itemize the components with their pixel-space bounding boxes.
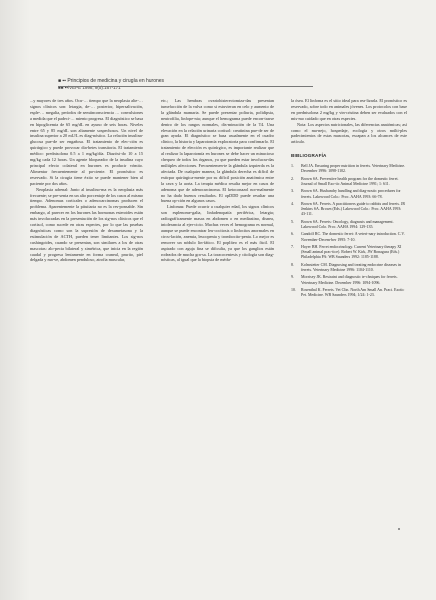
reference-item: 8. Kolmstetter CM. Diagnosing and treating endocrine diseases in ferrets. Veterinary Medicine 1996: 1104-1110. [291, 261, 401, 272]
paragraph-adrenal-neoplasia: Neoplasia adrenal: Junto al insulino-ma es la neoplasia más frecuente; se pre-senta en un alto porcentaje de los casos al mismo tiempo. Adenomas corticales o adenocarcinomas producen el problema. Aparentemente la pituitaria no es la res-ponsable. Sin embargo, al parecer en los hurones las hormonas esteroides están más involucradas en la presentación de los sig-nos clínicos que el cortisol, como sucede en otras especies, por lo que las pruebas diagnósticas como son la supresión de dexametasona y la estimulación de ACTH, pueden tener limitantes. Los sig-nos cushingoides, cuando se presentan, son similares a los de otras mascotas: alo-pecia bilateral y simétrica, que inicia en la región caudal y progresa lentamente en forma craneal, prurito, piel delgada y ma-ve, abdomen penduloso, atrofia muscular, [30, 186, 143, 263]
scan-speck [398, 528, 400, 530]
running-header [58, 78, 398, 91]
reference-item: 7. Hoyer BH. Ferret endocrinology. Current Veterinary therapy XI (Small animal prac-tice). Robert W. Kirk, JW Bonagura (Eds.) Philadelphia PA: WB Saunders 1992: 1185-1188. [291, 243, 402, 260]
reference-item: 5. Brown SA. Ferrets: Oncology, diagnosis and management. Lakewood Colo. Proc. AAHA 1994: 129-135. [291, 218, 394, 229]
text-column-3 [291, 98, 407, 300]
paragraph-note: Nota: Los aspectos nutricionales, las diferencias anatómicas; así como el ma-nejo, hospedaje, ecología y otros múlti-ples padecimientos de estas mascotas, escapan a los alcances de este artículo. [291, 121, 407, 145]
header-title: ■ ▪▪ Principios de medicina y cirugía en hurones [58, 78, 165, 84]
header-rule [58, 86, 313, 87]
reference-item: 10. Rosenthal K. Ferrets. Vet Clin. North Am Small An. Pract. Exotic Pet. Medicine. WB Saunders 1994; 1/24: 1-23. [291, 286, 405, 298]
reference-item: 4. Brown SA. Ferrets. A practitioners guide to rabbits and ferrets. JR Jenkins SA. Brown (Eds.) Lakewood Colo.: Proc. AAHA 1993: 43-111. [291, 200, 405, 217]
reference-item: 3. Brown SA. Husbandry handling and diag-nostic procedures for ferrets. Lakewood Colo.: Proc. AAHA 1993: 66-78. [291, 188, 401, 199]
reference-item: 1. Bell JA. Ensuring proper nutrition in ferrets. Veterinary Medicine. December 1996: 1098-1102. [291, 163, 406, 174]
scan-shadow [0, 0, 30, 600]
reference-item: 2. Brown SA. Preventive health program for the domestic ferret. Journal of Small Exo-tic Animal Medicine 1991; 1: 611. [291, 175, 399, 186]
paragraph-adrenal-continued: etc.; Las hembras ovariohisterectomiza-das presentan tumefacción de la vulva como si estuvieran en celo y aumento de la glándula mamaria. Se puede presentar poliuria, polidipsia, neutrofilia, linfope-nia; aunque el hemograma puede encon-trarse dentro de los rangos normales, dis-minución de la T4. Una elevación en la relación urinaria cortisol: creatinina pue-de ser de gran ayuda. El diagnóstico se basa usualmente en el cuadro clínico, la historia y laparotomía exploratoria para confirmarlo. El tratamiento de elección es quirúrgico, es importante realizar que al realizar la laparotomía en hurones se debe hacer un minucioso chequeo de todos los órganos, ya que pueden estar involucra-das múltiples afecciones. Frecuentemen-te la glándula izquierda es la afectada. De cualquier manera, la glándula derecha es difícil de extirpar quirúrgica-mente por su difícil posición anatómica entre la cava y la aorta. La terapia médica resulta mejor en casos de adenoma que de adenocarcinoma. El ketoconazol nor-malmente no ha dado buenos resultados. El opDDD puede resultar una buena op-ción en algunos casos. [161, 98, 274, 204]
reference-item: 6. Gandolf RC. The domestic ferret: A veteri-nary introduction. C.V. November-Decem-ber 1995: 7-10. [291, 231, 405, 242]
paragraph-lymphoma-end: la ósea. El linfoma es el sitio ideal para rea-lizarla. El pronóstico es reservado, sobre todo en animales jóvenes. Los protocolos con base en prednisolona 2 mg/kg y vin-cristina deben ser evaluados con el mis-mo cuidado que en otras especies. [291, 98, 407, 121]
paragraph-lymphoma: Linfomas: Puede ocurrir a cualquier edad, los signos clínicos son esplenome-galia, linfadenopatía periférica, letargia; radiográficamente masas en abdomen o en mediastino, disnea, intolerancia al ejer-cicio. Muchas veces el hemograma es normal, aunque se puede encontrar leu-cocitosis o linfocitos anormales en circu-lación, anemia, leucopenia y trombocito-penia. Lo mejor es remover un nódulo lin-fático. El poplíteo es el más fácil. El aspirado con aguja fina se dificulta, ya que los ganglios están rodeados de mucha gra-sa. La toracocentesis y citología son diag-nósticas, al igual que la biopsia de médu- [161, 204, 274, 263]
reference-item: 9. Morrisey JK. Restraint and diagnostic te-chniques for ferrets. Veterinary Medicine. December 1996: 1094-1096. [291, 274, 398, 285]
text-column-1 [30, 98, 143, 263]
header-citation: ■■ ▪▪/VEPE 1998; 9(5):167-171 [58, 85, 121, 90]
bibliography-heading: BIBLIOGRAFÍA [291, 153, 327, 159]
paragraph-insulinoma: ...y mayores de tres años. Ocu-… tiempo que la neoplasia alte-… signos clínicos son: letargia, de-… posterior, hipersalivación, esple-… megalia, períodos de semiinconsciencia … convulsiones a medida que el padeci-… miento progresa. El diagnóstico se basa en hipoglicemia de 65 mg/dL en ayuno de seis horas. Niveles entre 65 y 85 mg/dL son altamente sospechosos. Un nivel de insulina superior a 20 mU/L es diag-nóstico. La relación insulina-glucosa pue-de ser engañosa. El tratamiento de elec-ción es quirúrgico y puede provocar dia-betes transitoria. El tratamiento médico: prednisolona 0.5 a 1 mg/kg/día. Diazóxi-do 10 a 15 mg/kg cada 12 horas. Un agente bloqueador de la insulina cuyo principal efecto colateral en hurones es producir vómito. Alimentar frecuentemente al pa-ciente. El pronóstico es reservado. Si la cirugía tiene éxito se puede mantener bien al paciente por dos años. [30, 98, 143, 186]
text-column-2 [161, 98, 274, 263]
reference-list [291, 163, 407, 297]
